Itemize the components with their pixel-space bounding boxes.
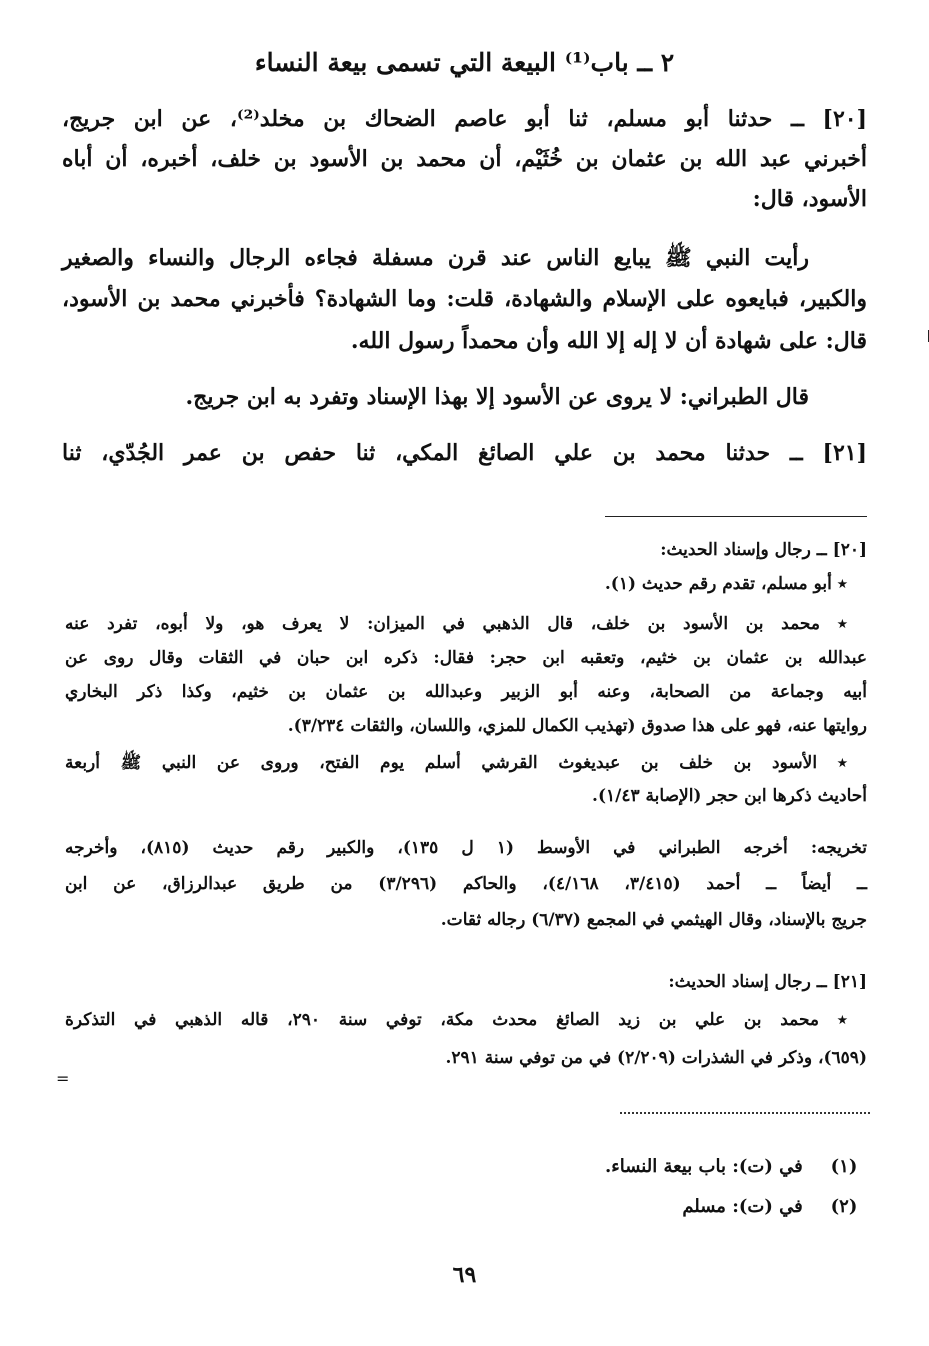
footnote-20-line-7: أحاديث ذكرها ابن حجر (الإصابة ١/٤٣). (592, 786, 867, 806)
footnote-20-line-5: روايتها عنه، فهو على هذا صدوق (تهذيب الكمال للمزي، واللسان، والثقات ٣/٢٣٤). (287, 716, 867, 736)
chapter-heading: ٢ ــ باب⁽¹⁾ البيعة التي تسمى بيعة النساء (254, 48, 675, 77)
hadith-21-opening: [٢١] ــ حدثنا محمد بن علي الصائغ المكي، ثنا حفص بن عمر الجُدّي، ثنا (62, 440, 868, 466)
hadith-20-line-1: [٢٠] ــ حدثنا أبو مسلم، ثنا أبو عاصم الضحاك بن مخلد⁽²⁾، عن ابن جريج، (62, 106, 867, 132)
endnote-1 (605, 1156, 879, 1177)
hadith-20-line-3: الأسود، قال: (752, 186, 867, 212)
endnote-separator (620, 1112, 870, 1114)
footnote-21-line-1: ٭ محمد بن علي بن زيد الصائغ محدث مكة، توفي سنة ٢٩٠، قاله الذهبي في التذكرة (65, 1010, 847, 1030)
footnote-20-heading: [٢٠] ــ رجال وإسناد الحديث: (660, 540, 867, 560)
hadith-20-line-2: أخبرني عبد الله بن عثمان بن خُثَيْم، أن محمد بن الأسود بن خلف، أخبره، أن أباه (62, 146, 867, 172)
footnote-21-heading: [٢١] ــ رجال إسناد الحديث: (668, 972, 867, 992)
takhrij-line-3: جريج بالإسناد، وقال الهيثمي في المجمع (٦/٣٧) رجاله ثقات. (440, 910, 867, 930)
footnote-20-line-4: أبيه وجماعة من الصحابة، وعنه أبو الزبير وعبدالله بن عثمان بن خثيم، وكذا ذكر البخاري (65, 682, 867, 702)
page-number: ٦٩ (452, 1262, 477, 1288)
takhrij-line-1: تخريجه: أخرجه الطبراني في الأوسط (١ ل ١٣٥)، والكبير رقم حديث (٨١٥)، وأخرجه (65, 838, 867, 858)
hadith-20-text-line-3: قال: على شهادة أن لا إله إلا الله وأن محمداً رسول الله. (350, 328, 867, 354)
footnote-21-line-2: (٦٥٩)، وذكر في الشذرات (٢/٢٠٩) في من توفي سنة ٢٩١. (445, 1048, 867, 1068)
footnote-20-line-3: عبدالله بن عثمان بن خثيم، وتعقبه ابن حجر: فقال: ذكره ابن حبان في الثقات وقال روى عن (65, 648, 867, 668)
footnote-20-line-6: ٭ الأسود بن خلف بن عبديغوث القرشي أسلم يوم الفتح، وروى عن النبي ﷺ أربعة (65, 753, 847, 773)
footnote-separator (605, 516, 867, 517)
scan-margin-mark-left: = (56, 1069, 70, 1088)
endnote-2-text: في (ت): مسلم (682, 1196, 803, 1217)
footnote-20-line-2: ٭ محمد بن الأسود بن خلف، قال الذهبي في الميزان: لا يعرف هو، ولا أبوه، تفرد عنه (65, 614, 847, 634)
tabarani-note: قال الطبراني: لا يروى عن الأسود إلا بهذا الإسناد وتفرد به ابن جريج. (185, 384, 809, 410)
endnote-1-text: في (ت): باب بيعة النساء. (605, 1156, 803, 1177)
footnote-20-line-1: ٭ أبو مسلم، تقدم رقم حديث (١). (604, 574, 847, 594)
endnote-2-number: (٢) (830, 1196, 858, 1217)
endnote-2 (682, 1196, 879, 1217)
endnote-1-number: (١) (830, 1156, 858, 1177)
hadith-20-text-line-2: والكبير، فبايعوه على الإسلام والشهادة، قلت: وما الشهادة؟ فأخبرني محمد بن الأسود، (62, 286, 867, 312)
takhrij-line-2: ــ أيضاً ــ أحمد (٣/٤١٥، ٤/١٦٨)، والحاكم (٣/٢٩٦) من طريق عبدالرزاق، عن ابن (65, 874, 868, 894)
hadith-20-text-line-1: رأيت النبي ﷺ يبايع الناس عند قرن مسفلة فجاءه الرجال والنساء والصغير (62, 245, 809, 271)
